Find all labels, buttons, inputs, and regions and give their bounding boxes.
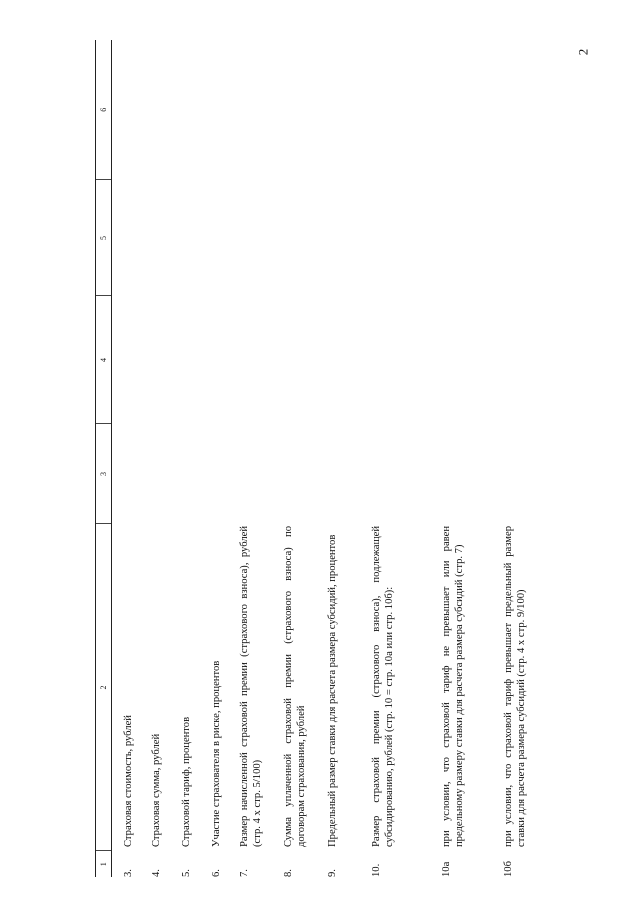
row-description: Размер начисленной страховой премии (страхового взноса), рублей (стр. 4 х стр. 5/100) [239,526,264,847]
column-header-6: 6 [96,40,112,180]
column-header-5: 5 [96,180,112,296]
table-row [282,40,326,877]
column-header-4: 4 [96,296,112,424]
row-values [180,40,210,524]
row-description: при условии, что страховой тариф превышает предельный размер ставки для расчета размера субсидий (стр. 4 х стр. 9/100) [503,526,528,847]
row-description: Страховая сумма, рублей [151,733,162,847]
table-row [370,40,440,877]
table-row [112,40,151,877]
row-description: Страховая стоимость, рублей [123,715,134,847]
table-row [180,40,210,877]
row-number: 6. [211,869,222,877]
table-row [210,40,238,877]
row-number: 5. [181,869,192,877]
row-description: Предельный размер ставки для расчета размера субсидий, процентов [327,534,338,847]
column-header-1: 1 [96,851,112,877]
row-description: Страховой тариф, процентов [181,716,192,847]
row-number: 8. [283,869,294,877]
table-row [502,40,546,877]
row-values [210,40,238,524]
row-values [370,40,440,524]
table-row [150,40,180,877]
subsidy-calculation-table [95,40,546,877]
column-header-3: 3 [96,424,112,524]
row-values [326,40,370,524]
row-number: 10а [441,861,452,877]
row-values [112,40,151,524]
row-description: Сумма уплаченной страховой премии (страхового взноса) по договорам страхования, рублей [283,526,308,847]
row-description: Участие страхователя в риске, процентов [211,660,222,847]
row-number: 10. [371,863,382,877]
row-description: Размер страховой премии (страхового взноса), подлежащей субсидированию, рублей (стр. 10 = стр. 10а или стр. 10б): [371,526,396,847]
row-number: 10б [503,861,514,877]
column-header-2: 2 [96,524,112,851]
page-number: 2 [574,48,590,56]
rotated-table-sheet [95,40,528,877]
column-number-header-row [96,40,112,877]
row-values [282,40,326,524]
row-values [150,40,180,524]
table-row [238,40,282,877]
row-number: 7. [239,869,250,877]
row-number: 4. [151,869,162,877]
row-number: 9. [327,869,338,877]
row-values [440,40,502,524]
row-values [502,40,546,524]
table-row [440,40,502,877]
row-description: при условии, что страховой тариф не превышает или равен предельному размеру ставки для расчета размера субсидий (стр. 7) [441,526,466,847]
row-number: 3. [123,869,134,877]
table-row [326,40,370,877]
row-values [238,40,282,524]
